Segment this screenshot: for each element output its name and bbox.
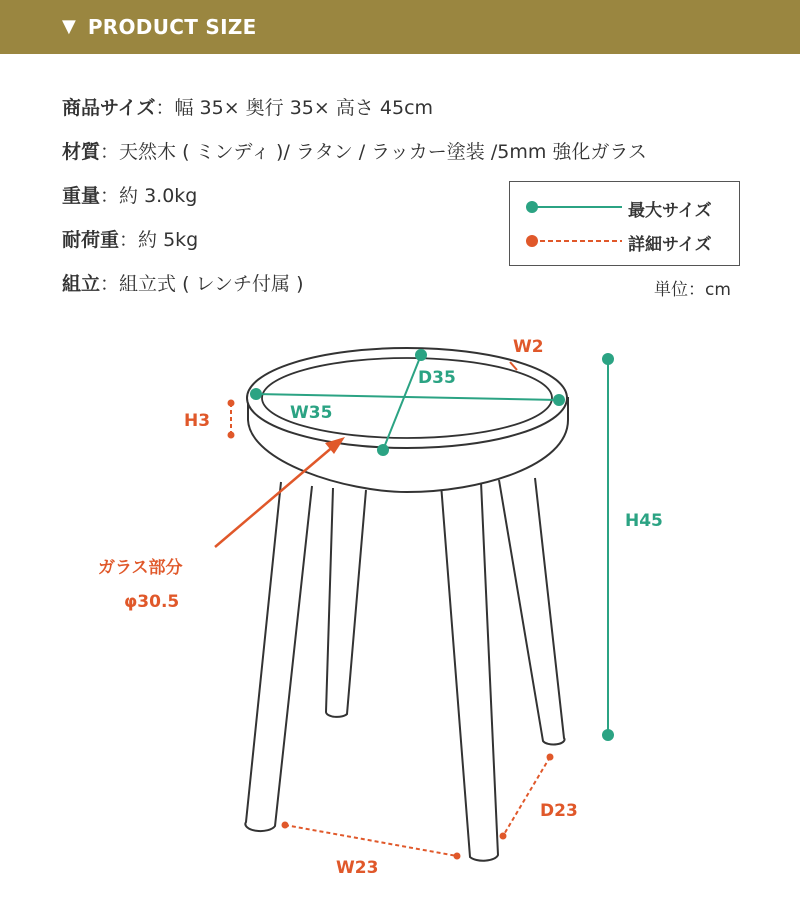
stool-leg-front-right: [441, 482, 498, 861]
w2-label: W2: [513, 337, 544, 357]
stool-leg-front-left: [245, 482, 312, 831]
stool-leg-back-left: [326, 488, 366, 717]
d23-dimension-line: [503, 757, 550, 836]
max-size-line-icon: [524, 199, 624, 215]
w35-label: W35: [290, 403, 333, 423]
w23-left-dot: [282, 822, 289, 829]
spec-row-size: [62, 84, 647, 128]
spec-label: 耐荷重: [62, 228, 120, 251]
spec-value: 天然木 ( ミンディ )/ ラタン / ラッカー塗装 /5mm 強化ガラス: [119, 140, 647, 163]
spec-row-material: [62, 128, 647, 172]
spec-separator: ：: [155, 96, 175, 119]
stool-seat-rim: [247, 348, 567, 448]
d35-label: D35: [418, 368, 456, 388]
spec-value: 幅 35× 奥行 35× 高さ 45cm: [174, 96, 434, 119]
glass-diameter-label: φ30.5: [124, 592, 180, 612]
w35-left-dot: [250, 388, 262, 400]
h45-bottom-dot: [602, 729, 614, 741]
h3-label: H3: [184, 411, 211, 431]
spec-value: 組立式 ( レンチ付属 ): [119, 272, 304, 295]
spec-separator: ：: [119, 228, 139, 251]
section-title: PRODUCT SIZE: [87, 15, 257, 39]
spec-value: 約 5kg: [138, 228, 199, 251]
d23-label: D23: [540, 801, 578, 821]
d35-top-dot: [415, 349, 427, 361]
glass-label: ガラス部分: [98, 558, 183, 578]
unit-label: 単位：cm: [654, 280, 731, 300]
w23-right-dot: [454, 853, 461, 860]
legend: [509, 181, 740, 266]
stool-leg-back-right: [499, 478, 565, 745]
h3-top-dot: [228, 400, 235, 407]
spec-value: 約 3.0kg: [119, 184, 198, 207]
spec-row-assembly: [62, 260, 647, 304]
h3-bottom-dot: [228, 432, 235, 439]
spec-separator: ：: [100, 140, 120, 163]
detail-size-line-icon: [524, 233, 624, 249]
legend-item-max: [510, 192, 739, 222]
legend-label-max: 最大サイズ: [628, 201, 712, 221]
section-header: [0, 0, 800, 54]
spec-label: 組立: [62, 272, 101, 295]
w23-label: W23: [336, 858, 379, 878]
legend-label-detail: 詳細サイズ: [628, 235, 712, 255]
d23-bottom-dot: [500, 833, 507, 840]
spec-label: 重量: [62, 184, 101, 207]
spec-label: 商品サイズ: [62, 96, 156, 119]
spec-label: 材質: [62, 140, 101, 163]
triangle-down-icon: ▼: [62, 16, 76, 37]
w23-dimension-line: [285, 825, 457, 856]
spec-separator: ：: [100, 184, 120, 207]
legend-item-detail: [510, 226, 739, 256]
h45-label: H45: [625, 511, 663, 531]
h45-top-dot: [602, 353, 614, 365]
w35-right-dot: [553, 394, 565, 406]
d23-top-dot: [547, 754, 554, 761]
d35-bottom-dot: [377, 444, 389, 456]
stool-diagram: [0, 300, 800, 920]
spec-separator: ：: [100, 272, 120, 295]
